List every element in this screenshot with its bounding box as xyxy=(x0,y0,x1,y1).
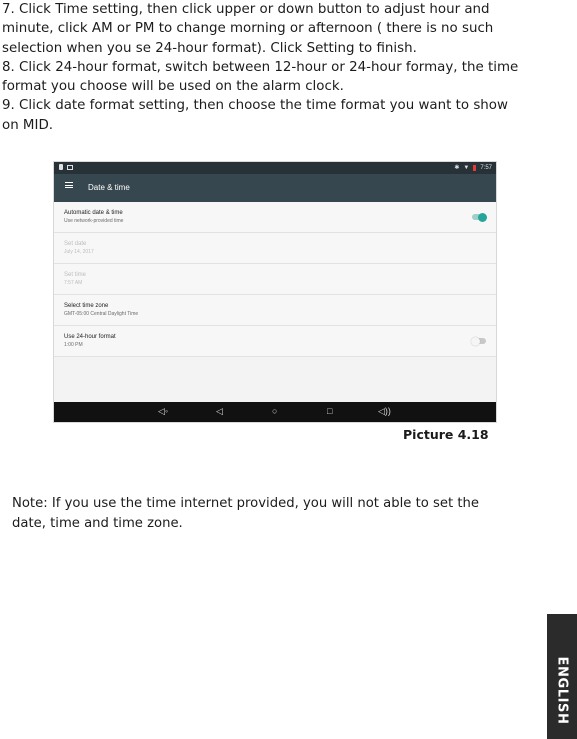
automatic-time-toggle[interactable] xyxy=(472,214,486,220)
instruction-line: 8. Click 24-hour format, switch between 12-hour or 24-hour formay, the time xyxy=(2,59,519,75)
setting-subtitle: 7:57 AM xyxy=(64,280,83,286)
setting-title: Set time xyxy=(64,272,87,278)
setting-set-date[interactable] xyxy=(54,233,496,264)
setting-subtitle: Use network-provided time xyxy=(64,218,124,224)
setting-time-zone[interactable] xyxy=(54,295,496,326)
setting-title: Use 24-hour format xyxy=(64,334,116,340)
home-icon[interactable]: ○ xyxy=(272,406,278,416)
status-time: 7:57 xyxy=(480,164,492,171)
note-line: Note: If you use the time internet provided, you will not able to set the xyxy=(12,496,479,511)
toolbar-title: Date & time xyxy=(88,183,130,192)
recents-icon[interactable]: □ xyxy=(327,406,333,416)
volume-up-icon[interactable]: ◁)) xyxy=(378,406,391,416)
figure-caption: Picture 4.18 xyxy=(403,427,489,442)
24-hour-toggle[interactable] xyxy=(472,338,486,344)
back-icon[interactable]: ◁ xyxy=(216,406,223,416)
date-time-screenshot xyxy=(53,161,497,423)
setting-24-hour-format[interactable] xyxy=(54,326,496,357)
sd-card-icon xyxy=(59,164,63,170)
setting-set-time[interactable] xyxy=(54,264,496,295)
instruction-line: 7. Click Time setting, then click upper or down button to adjust hour and xyxy=(2,2,490,17)
instruction-line: format you choose will be used on the alarm clock. xyxy=(2,79,344,95)
instruction-line: selection when you se 24-hour format). Click Setting to finish. xyxy=(2,40,417,56)
instruction-line: 9. Click date format setting, then choose the time format you want to show xyxy=(2,98,508,114)
status-bar xyxy=(54,162,496,174)
wifi-icon: ▼ xyxy=(463,164,470,171)
navigation-bar xyxy=(54,402,496,422)
instruction-line: on MID. xyxy=(2,117,54,133)
image-icon xyxy=(67,165,73,170)
setting-title: Set date xyxy=(64,241,87,247)
instructions-text xyxy=(2,0,562,135)
toolbar xyxy=(54,174,496,202)
setting-subtitle: GMT-05:00 Central Daylight Time xyxy=(64,311,139,317)
bluetooth-icon: ✱ xyxy=(454,165,460,171)
setting-automatic-date-time[interactable] xyxy=(54,202,496,233)
setting-title: Automatic date & time xyxy=(64,210,123,216)
note-text xyxy=(12,494,552,534)
language-label: ENGLISH xyxy=(554,656,570,725)
note-line: date, time and time zone. xyxy=(12,515,183,531)
volume-down-icon[interactable]: ◁◦ xyxy=(158,406,169,416)
menu-icon[interactable] xyxy=(65,182,73,188)
language-tab xyxy=(547,614,577,739)
instruction-line: minute, click AM or PM to change morning or afternoon ( there is no such xyxy=(2,21,494,37)
setting-subtitle: 1:00 PM xyxy=(64,342,83,348)
setting-subtitle: July 14, 2017 xyxy=(64,249,94,255)
battery-icon xyxy=(473,165,476,171)
setting-title: Select time zone xyxy=(64,303,109,309)
